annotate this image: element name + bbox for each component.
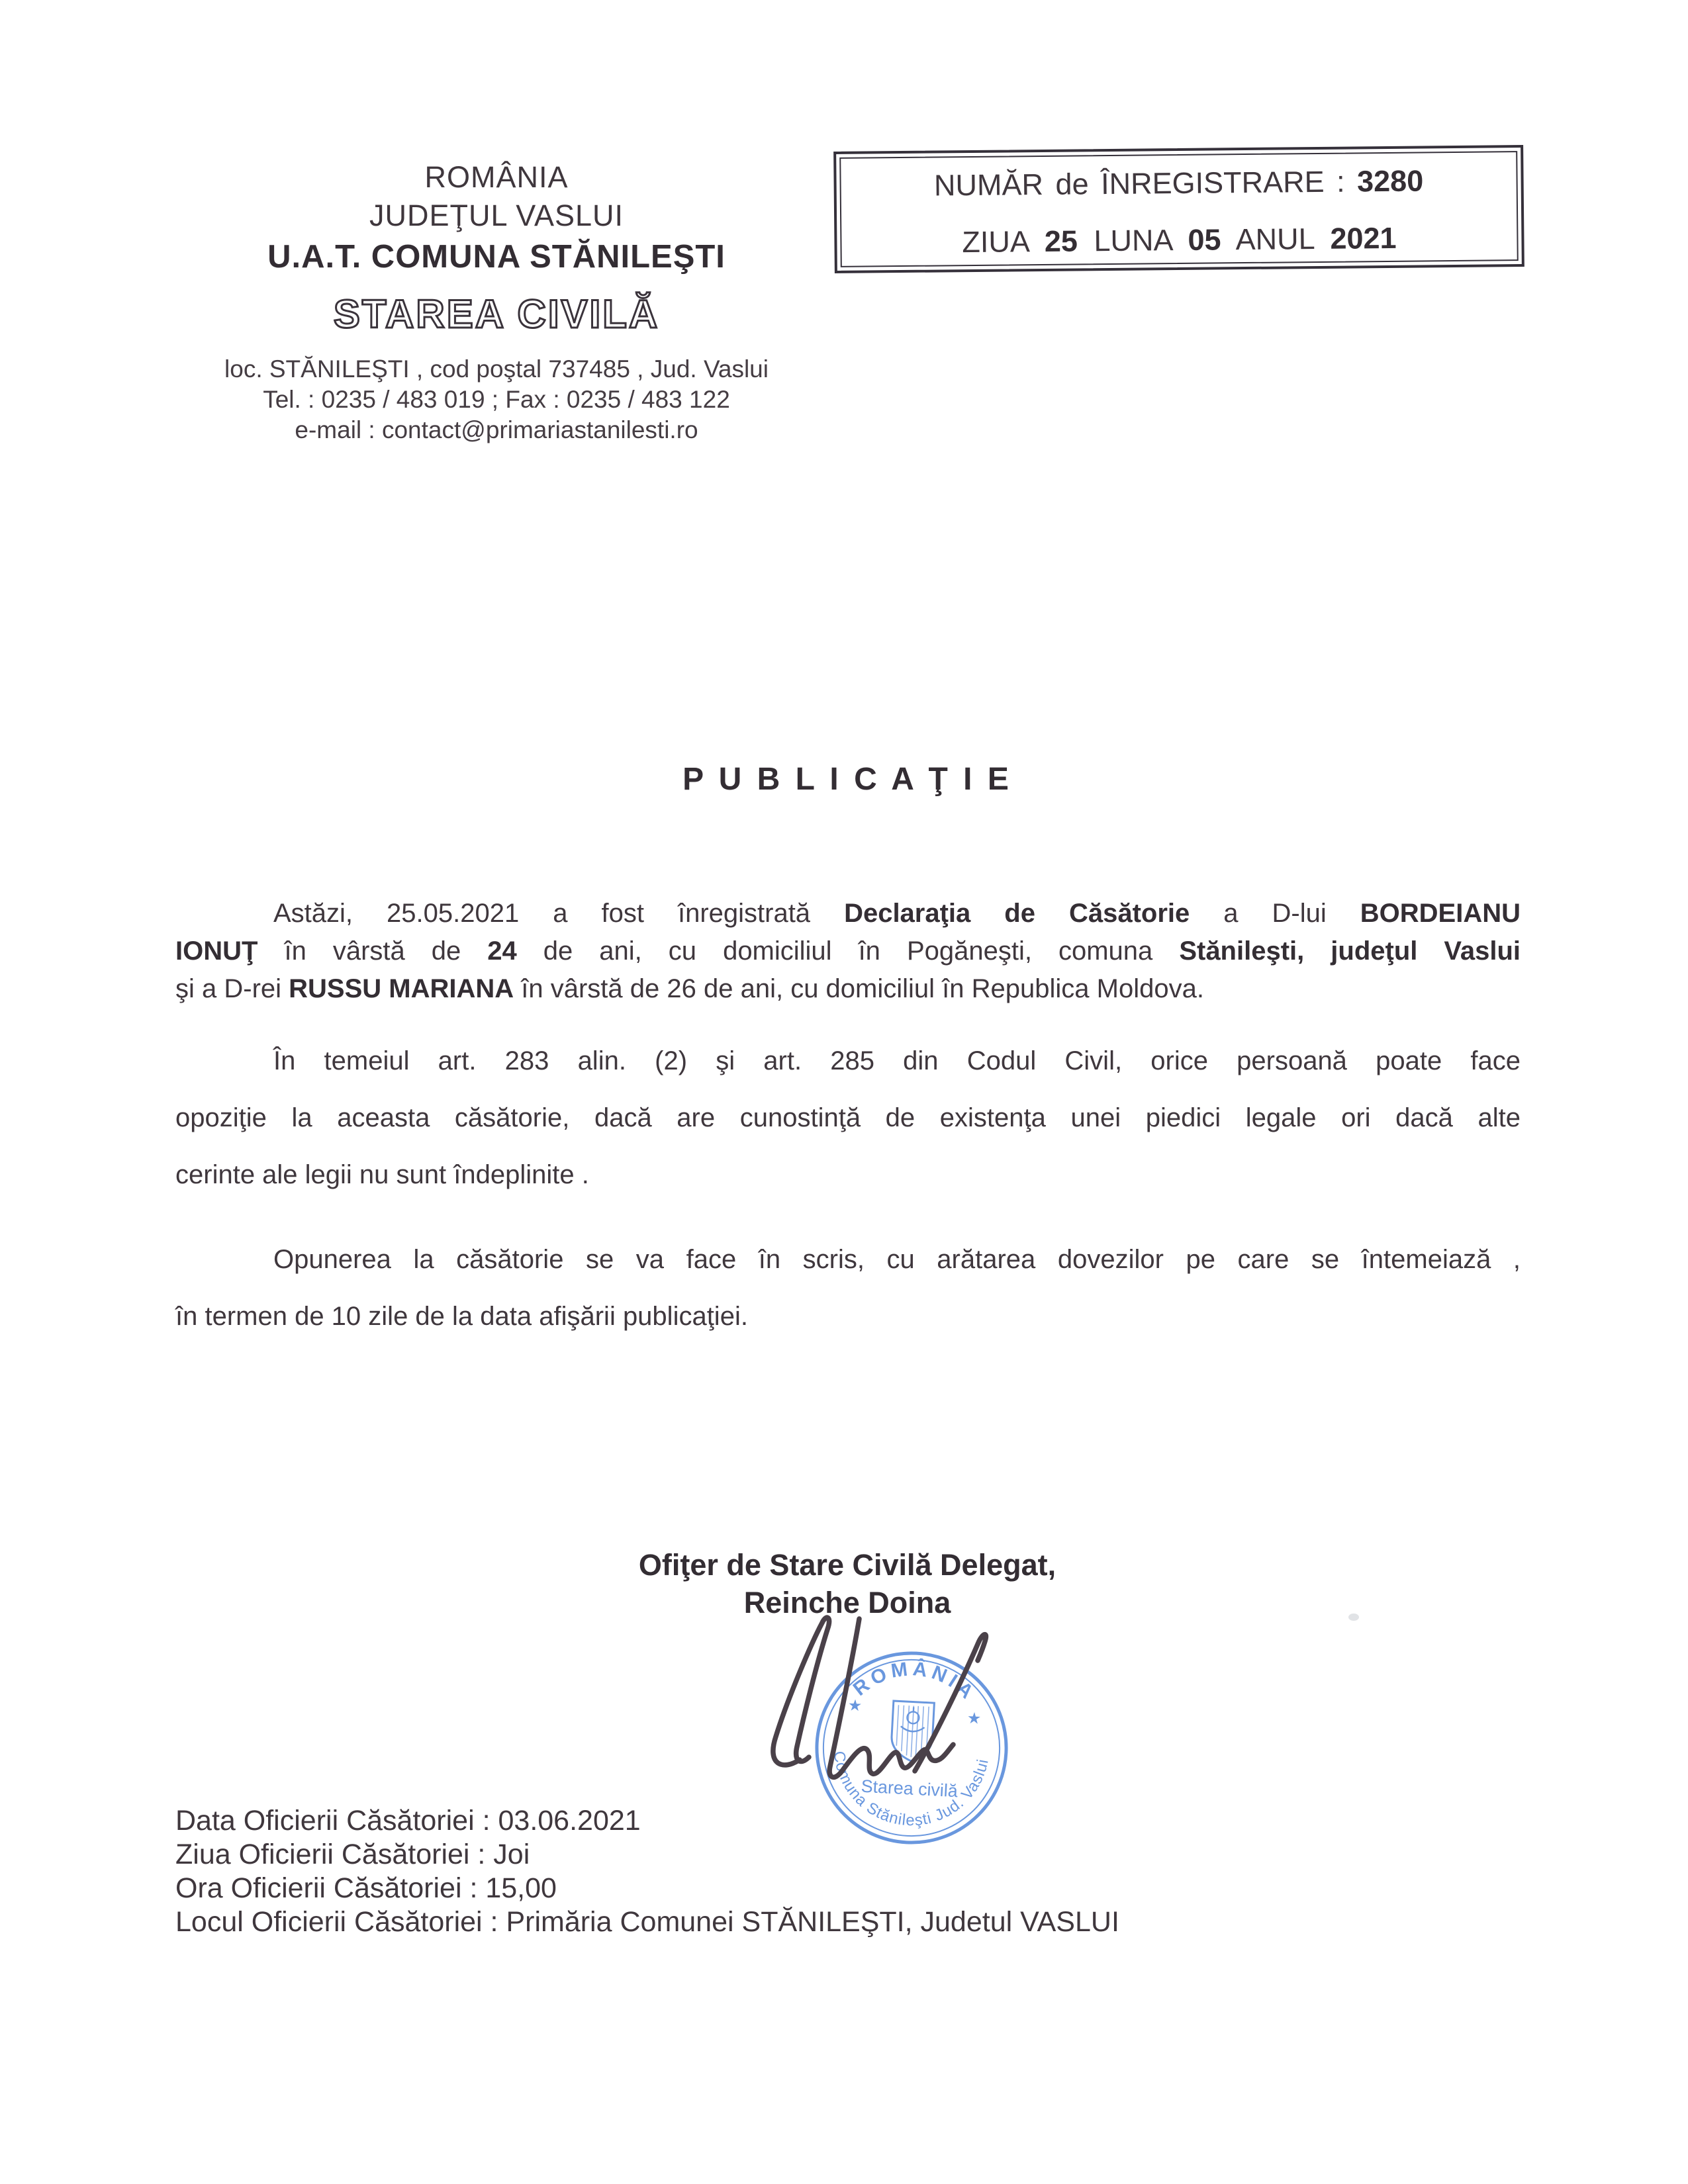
ceremony-day: Ziua Oficierii Căsătoriei : Joi xyxy=(175,1839,530,1870)
org-header xyxy=(179,160,814,445)
registration-date-line: ZIUA 25 LUNA 05 ANUL 2021 xyxy=(962,220,1397,259)
paragraph-line: opoziţie la aceasta căsătorie, dacă are cunostinţă de existenţa unei piedici legale ori dacă alte xyxy=(175,1103,1521,1132)
stamp-star-right-icon: ★ xyxy=(966,1709,982,1728)
org-address: loc. STĂNILEŞTI , cod poştal 737485 , Jud. Vaslui xyxy=(224,355,769,383)
ceremony-place: Locul Oficierii Căsătoriei : Primăria Comunei STĂNILEŞTI, Judetul VASLUI xyxy=(175,1906,1119,1938)
paragraph-line: cerinte ale legii nu sunt îndeplinite . xyxy=(175,1160,589,1189)
handwritten-signature xyxy=(748,1604,1019,1809)
signature-stroke-waves xyxy=(829,1619,953,1777)
paragraph-declaration xyxy=(175,895,1521,1008)
header-country: ROMÂNIA xyxy=(424,160,569,194)
paragraph-line: IONUŢ în vârstă de 24 de ani, cu domiciliul în Pogăneşti, comuna Stănileşti, judeţul Vaslui xyxy=(175,936,1521,966)
paragraph-line: Astăzi, 25.05.2021 a fost înregistrată Declaraţia de Căsătorie a D-lui BORDEIANU xyxy=(273,899,1521,928)
registration-box-inner-border xyxy=(839,151,1519,267)
paragraph-legal-basis xyxy=(175,1032,1521,1203)
scan-speck xyxy=(1348,1614,1359,1621)
stamp-star-left-icon: ★ xyxy=(847,1696,863,1715)
paragraph-line: În temeiul art. 283 alin. (2) şi art. 285 din Codul Civil, orice persoană poate face xyxy=(273,1046,1521,1075)
header-county: JUDEŢUL VASLUI xyxy=(369,199,624,232)
registration-box xyxy=(833,145,1524,273)
stamp-country-arc-text: ROMÂNIA xyxy=(849,1657,980,1706)
ceremony-hour: Ora Oficierii Căsătoriei : 15,00 xyxy=(175,1872,557,1904)
header-entity: U.A.T. COMUNA STĂNILEŞTI xyxy=(267,239,726,275)
paragraph-line: Opunerea la căsătorie se va face în scris, cu arătarea dovezilor pe care se întemeiază , xyxy=(273,1245,1521,1274)
registration-number-line: NUMĂR de ÎNREGISTRARE : 3280 xyxy=(933,163,1424,203)
page-title: P U B L I C A Ţ I E xyxy=(682,762,1012,797)
header-office-outline: STAREA CIVILĂ xyxy=(333,292,660,336)
paragraph-line: în termen de 10 zile de la data afişării publicaţiei. xyxy=(175,1302,748,1331)
org-phone-fax: Tel. : 0235 / 483 019 ; Fax : 0235 / 483 122 xyxy=(263,386,730,413)
paragraph-opposition xyxy=(175,1231,1521,1345)
org-contact-block xyxy=(179,354,814,445)
paragraph-line: şi a D-rei RUSSU MARIANA în vârstă de 26 de ani, cu domiciliul în Republica Moldova. xyxy=(175,974,1204,1003)
ceremony-date: Data Oficierii Căsătoriei : 03.06.2021 xyxy=(175,1805,641,1837)
officer-name: Reinche Doina xyxy=(743,1586,951,1619)
org-email: e-mail : contact@primariastanilesti.ro xyxy=(295,416,698,443)
stamp-center-text: Starea civilă xyxy=(861,1776,959,1801)
officer-role: Ofiţer de Stare Civilă Delegat, xyxy=(638,1548,1056,1582)
stamp-commune-arc-text: Comuna Stănileşti Jud. Vaslui xyxy=(829,1750,992,1830)
signature-stroke-loop xyxy=(773,1617,829,1765)
